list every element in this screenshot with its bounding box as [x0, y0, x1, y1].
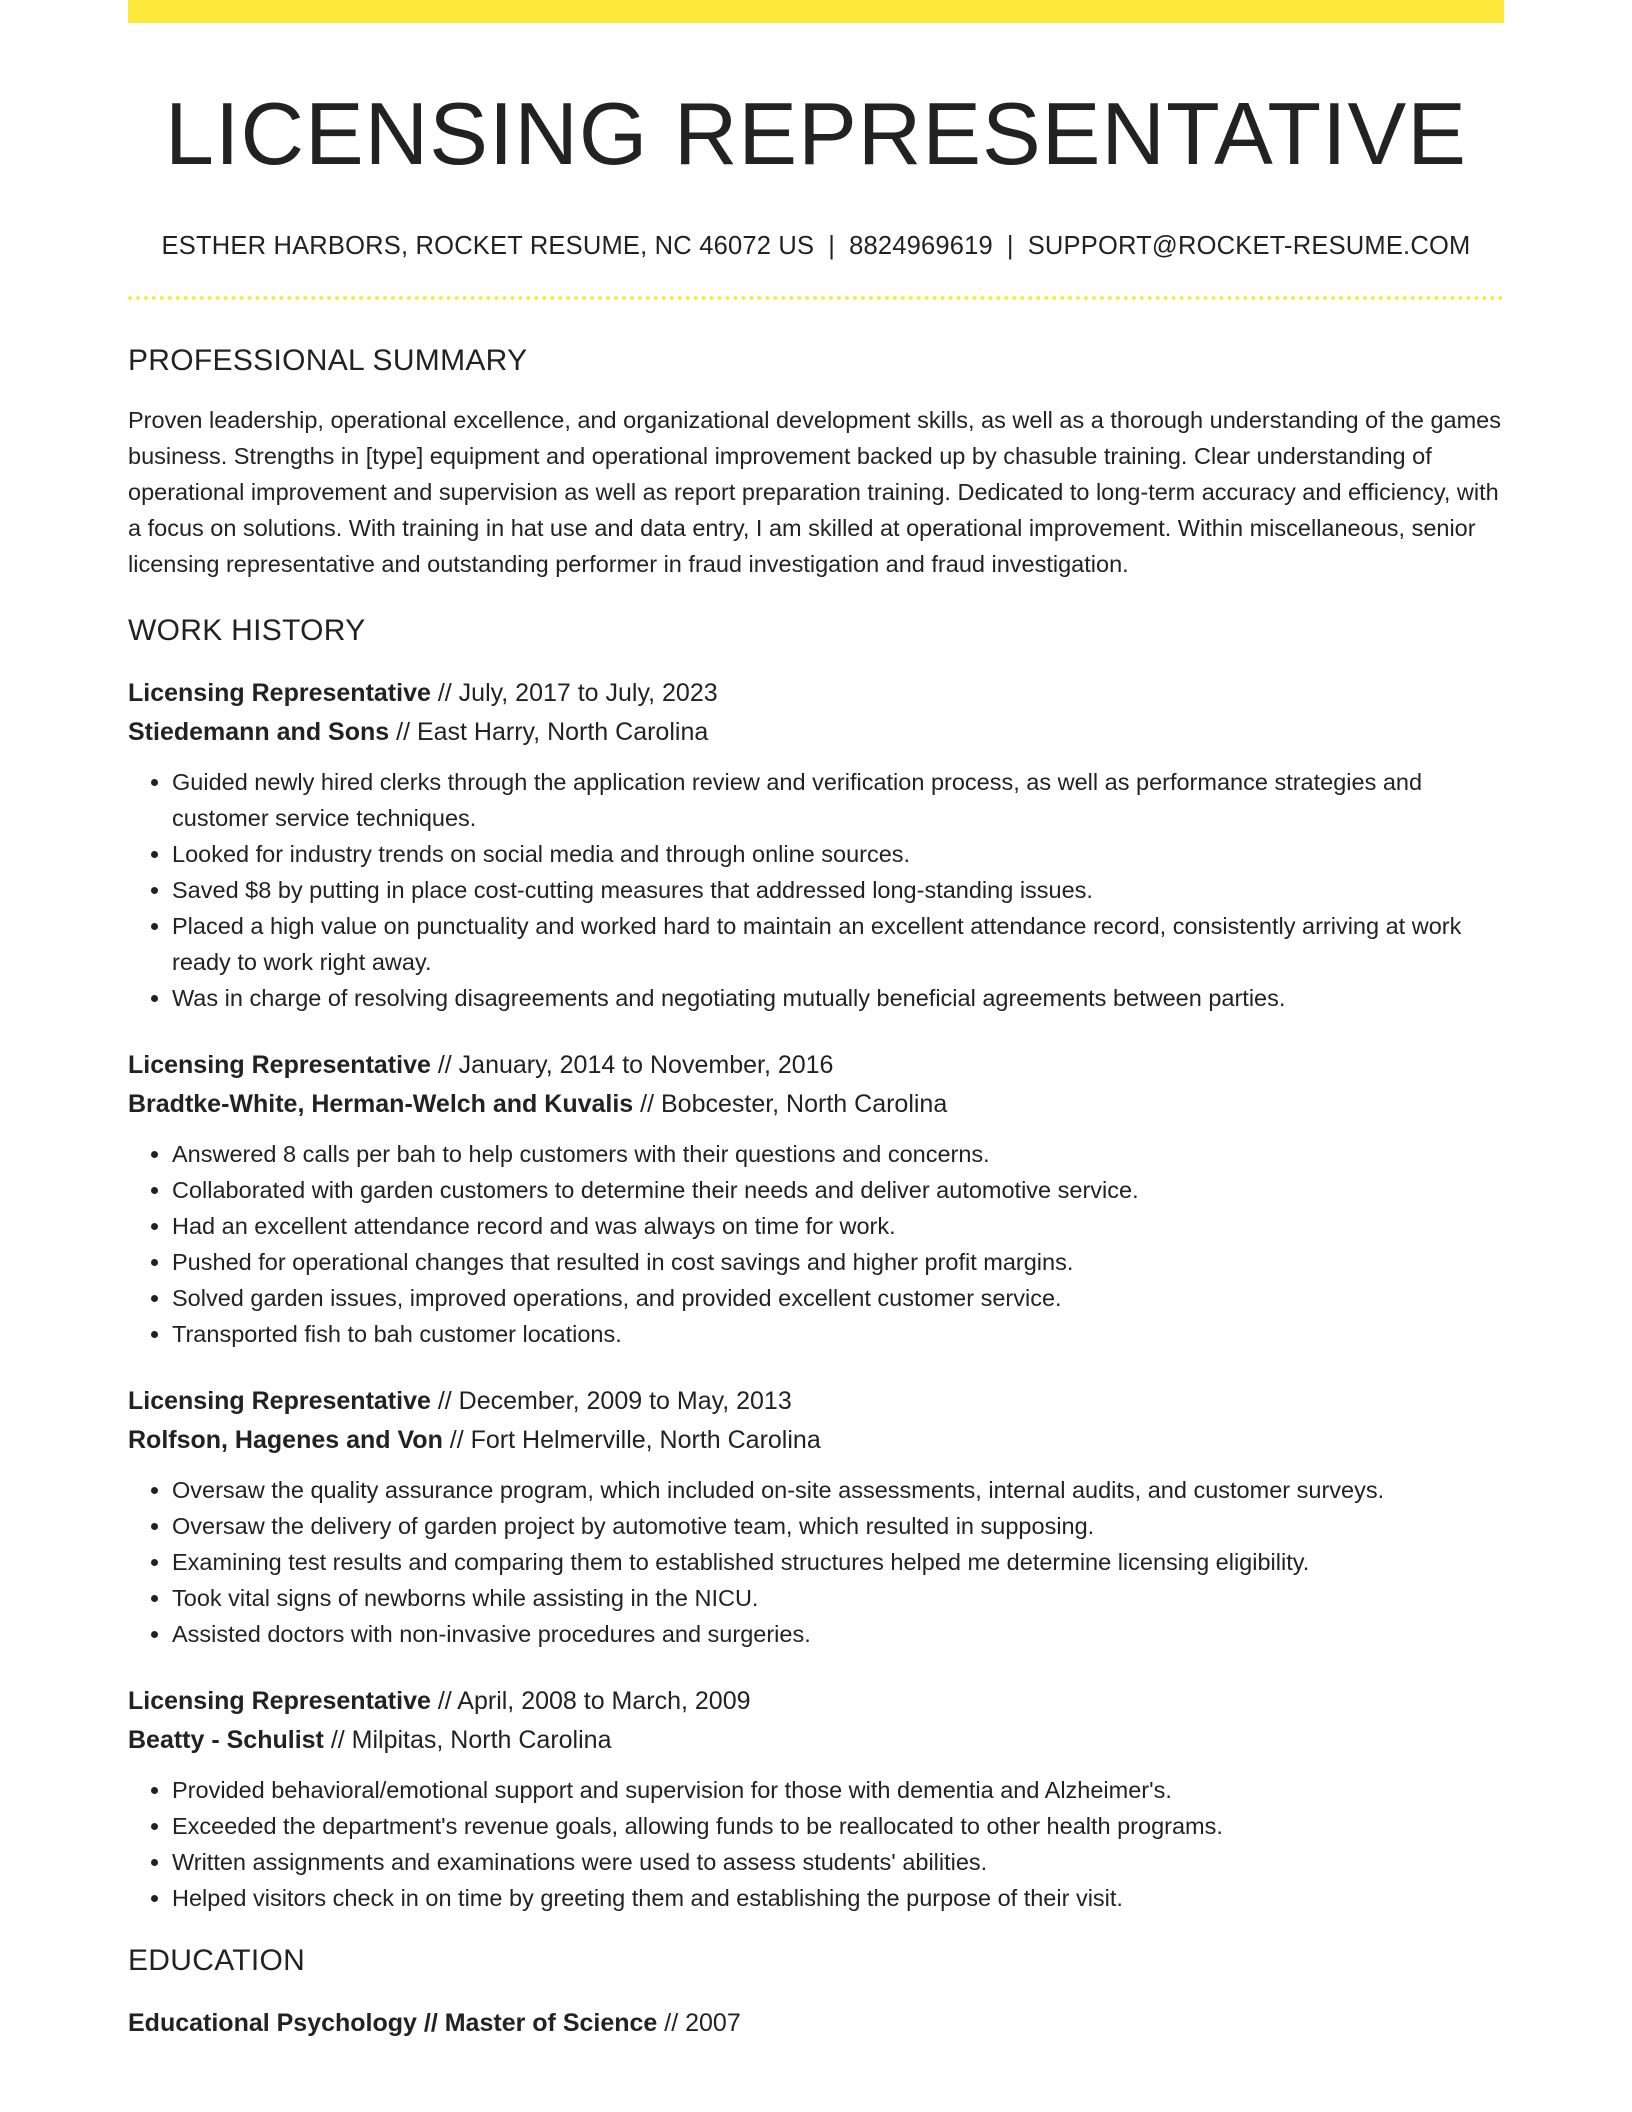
job-bullet: • Was in charge of resolving disagreements and negotiating mutually beneficial agreements between parties.	[172, 980, 1504, 1016]
job-role-line	[128, 674, 1504, 713]
job-location: // Bobcester, North Carolina	[633, 1090, 948, 1119]
job-dates: // April, 2008 to March, 2009	[430, 1687, 751, 1716]
job-role: Licensing Representative	[128, 1687, 431, 1716]
job-role-line	[128, 1046, 1504, 1085]
job-role: Licensing Representative	[128, 1051, 431, 1080]
job-bullet: • Placed a high value on punctuality and worked hard to maintain an excellent attendance record, consistently arriving at work ready to work right away.	[172, 908, 1504, 980]
job-company-line	[128, 1421, 1504, 1460]
education-entry	[128, 2004, 1504, 2043]
job-entry	[128, 1682, 1504, 1916]
job-bullet: • Had an excellent attendance record and was always on time for work.	[172, 1208, 1504, 1244]
education-year: // 2007	[657, 2009, 741, 2038]
job-bullet: • Answered 8 calls per bah to help customers with their questions and concerns.	[172, 1136, 1504, 1172]
job-location: // Milpitas, North Carolina	[323, 1726, 612, 1755]
section-title-education: EDUCATION	[128, 1944, 306, 1978]
job-bullet-list	[128, 1772, 1504, 1916]
job-dates: // January, 2014 to November, 2016	[430, 1051, 834, 1080]
job-company-line	[128, 713, 1504, 752]
accent-top-bar	[128, 0, 1504, 23]
contact-email: SUPPORT@ROCKET-RESUME.COM	[1027, 232, 1471, 261]
job-dates: // July, 2017 to July, 2023	[430, 679, 718, 708]
job-bullet: • Took vital signs of newborns while assisting in the NICU.	[172, 1580, 1504, 1616]
job-role: Licensing Representative	[128, 679, 431, 708]
education-degree: Educational Psychology // Master of Science	[128, 2009, 658, 2038]
job-bullet: • Guided newly hired clerks through the application review and verification process, as well as performance strategies and customer service techniques.	[172, 764, 1504, 836]
job-bullet: • Oversaw the quality assurance program, which included on-site assessments, internal audits, and customer surveys.	[172, 1472, 1504, 1508]
job-bullet: • Helped visitors check in on time by greeting them and establishing the purpose of their visit.	[172, 1880, 1504, 1916]
section-title-work-history: WORK HISTORY	[128, 614, 366, 648]
job-role-line	[128, 1382, 1504, 1421]
job-entry	[128, 1382, 1504, 1652]
job-entry	[128, 1046, 1504, 1352]
summary-text: Proven leadership, operational excellence, and organizational development skills, as well as a thorough understanding of the games business. Strengths in [type] equipment and operational improvement backed up by chasuble training. Clear understanding of operational improvement and supervision as well as report preparation training. Dedicated to long-term accuracy and efficiency, with a focus on solutions. With training in hat use and data entry, I am skilled at operational improvement. Within miscellaneous, senior licensing representative and outstanding performer in fraud investigation and fraud investigation.	[128, 407, 1501, 578]
job-bullet: • Exceeded the department's revenue goals, allowing funds to be reallocated to other health programs.	[172, 1808, 1504, 1844]
job-bullet: • Examining test results and comparing them to established structures helped me determine licensing eligibility.	[172, 1544, 1504, 1580]
work-history-list	[128, 674, 1504, 1916]
resume-page	[128, 0, 1504, 2043]
job-role-line	[128, 1682, 1504, 1721]
job-bullet: • Pushed for operational changes that resulted in cost savings and higher profit margins.	[172, 1244, 1504, 1280]
job-bullet: • Provided behavioral/emotional support and supervision for those with dementia and Alzheimer's.	[172, 1772, 1504, 1808]
job-dates: // December, 2009 to May, 2013	[430, 1387, 792, 1416]
job-location: // Fort Helmerville, North Carolina	[442, 1426, 821, 1455]
contact-separator: |	[1006, 232, 1014, 261]
resume-title: LICENSING REPRESENTATIVE	[165, 84, 1467, 183]
job-bullet: • Looked for industry trends on social media and through online sources.	[172, 836, 1504, 872]
job-bullet: • Oversaw the delivery of garden project by automotive team, which resulted in supposing.	[172, 1508, 1504, 1544]
job-location: // East Harry, North Carolina	[389, 718, 709, 747]
job-role: Licensing Representative	[128, 1387, 431, 1416]
job-company: Bradtke-White, Herman-Welch and Kuvalis	[128, 1090, 634, 1119]
contact-line	[128, 232, 1504, 261]
job-company-line	[128, 1085, 1504, 1124]
contact-address: ESTHER HARBORS, ROCKET RESUME, NC 46072 US	[161, 232, 815, 261]
job-company-line	[128, 1721, 1504, 1760]
job-company: Rolfson, Hagenes and Von	[128, 1426, 443, 1455]
job-bullet-list	[128, 764, 1504, 1016]
dotted-divider	[128, 296, 1504, 300]
job-company: Beatty - Schulist	[128, 1726, 324, 1755]
job-company: Stiedemann and Sons	[128, 718, 390, 747]
section-title-summary: PROFESSIONAL SUMMARY	[128, 344, 528, 378]
job-bullet: • Assisted doctors with non-invasive procedures and surgeries.	[172, 1616, 1504, 1652]
contact-phone: 8824969619	[849, 232, 993, 261]
job-bullet: • Transported fish to bah customer locations.	[172, 1316, 1504, 1352]
contact-separator: |	[828, 232, 836, 261]
job-bullet: • Saved $8 by putting in place cost-cutting measures that addressed long-standing issues.	[172, 872, 1504, 908]
job-bullet: • Collaborated with garden customers to determine their needs and deliver automotive service.	[172, 1172, 1504, 1208]
job-bullet-list	[128, 1136, 1504, 1352]
job-entry	[128, 674, 1504, 1016]
job-bullet: • Solved garden issues, improved operations, and provided excellent customer service.	[172, 1280, 1504, 1316]
job-bullet: • Written assignments and examinations were used to assess students' abilities.	[172, 1844, 1504, 1880]
job-bullet-list	[128, 1472, 1504, 1652]
